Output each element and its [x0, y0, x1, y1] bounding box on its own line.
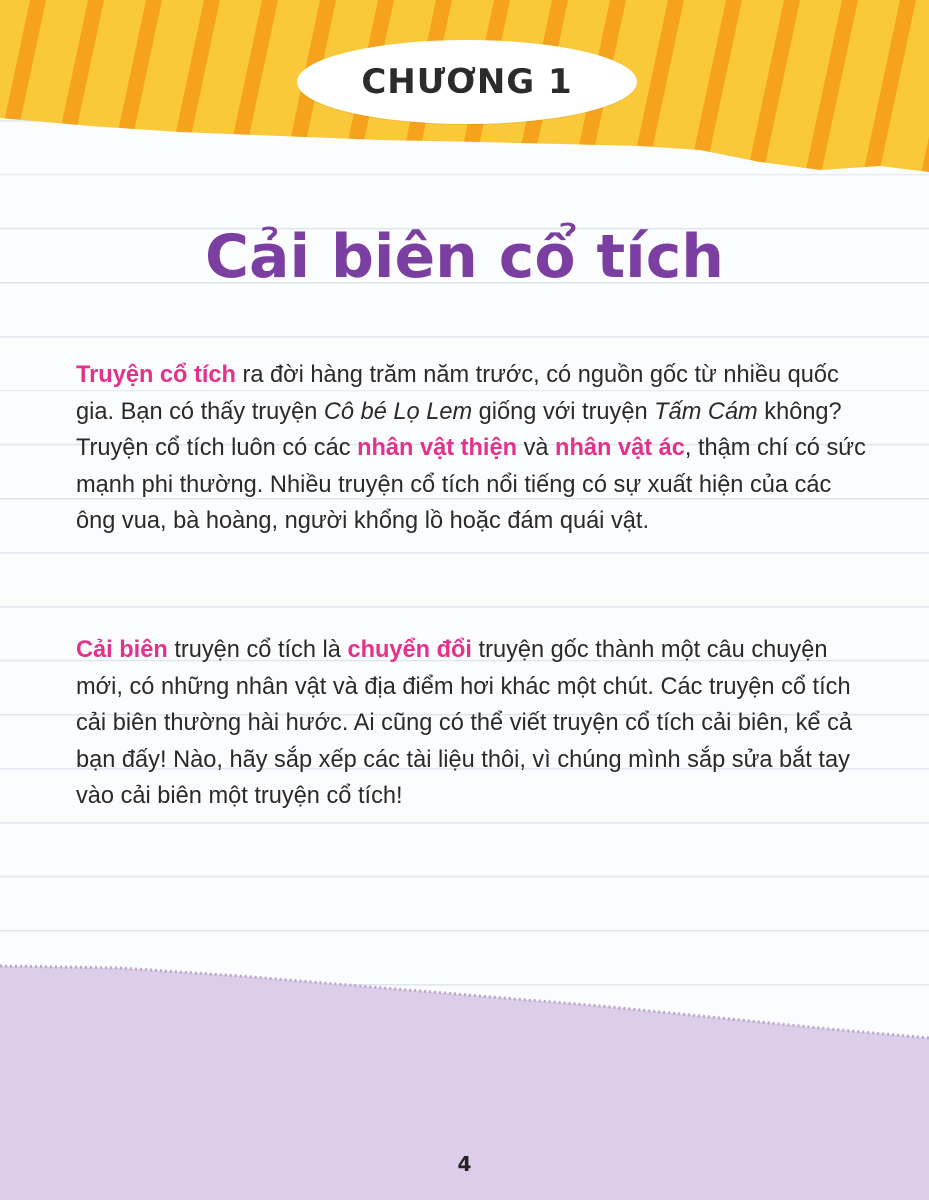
text-span: truyện gốc thành một câu chuyện mới, có những nhân vật và địa điểm hơi khác một chút. Các truyện cổ tích cải biên thường hài hước. Ai cũng có thể viết truyện cổ tích cải biên, kể cả bạn đấy! Nào, hãy sắp xếp các tài liệu thôi, vì chúng mình sắp sửa bắt tay vào cải biên một truyện cổ tích!	[76, 637, 853, 809]
page-number: 4	[457, 1152, 472, 1176]
paragraph-adaptation	[76, 632, 866, 815]
text-span: ra đời hàng trăm năm trước, có nguồn gốc từ nhiều quốc gia. Bạn có thấy truyện	[76, 362, 839, 425]
chapter-label: CHƯƠNG 1	[361, 62, 573, 102]
chapter-badge	[297, 40, 637, 124]
highlight-evil-characters: nhân vật ác	[555, 435, 685, 461]
text-span: giống với truyện	[472, 398, 655, 425]
highlight-transform: chuyển đổi	[347, 637, 472, 663]
highlight-fairy-tale: Truyện cổ tích	[76, 362, 236, 388]
page-title: Cải biên cổ tích	[205, 222, 724, 292]
highlight-adaptation: Cải biên	[76, 637, 168, 663]
text-span: , thậm chí có sức mạnh phi thường. Nhiều truyện cổ tích nổi tiếng có sự xuất hiện của các ông vua, bà hoàng, người khổng lồ hoặc đám quái vật.	[76, 435, 866, 534]
paragraph-intro	[76, 357, 866, 540]
highlight-good-characters: nhân vật thiện	[357, 435, 518, 461]
italic-cinderella: Cô bé Lọ Lem	[323, 398, 473, 425]
italic-tam-cam: Tấm Cám	[654, 398, 758, 425]
text-span: không? Truyện cổ tích luôn có các	[76, 398, 842, 461]
text-span: truyện cổ tích là	[167, 637, 348, 663]
text-span: và	[517, 435, 556, 461]
